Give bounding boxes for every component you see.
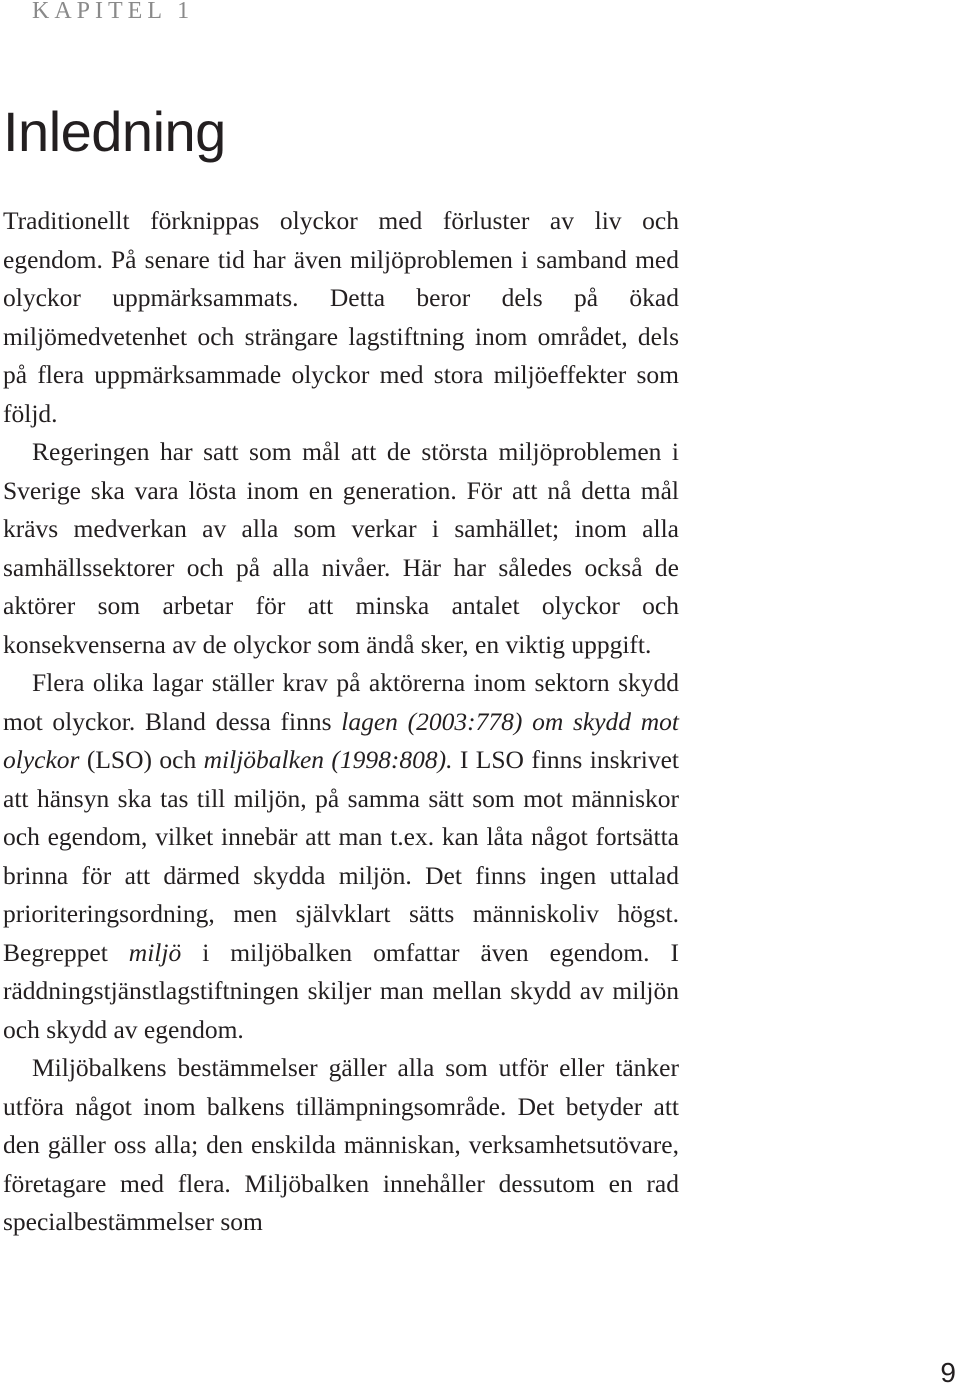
paragraph-text: i miljöbalken omfattar även egendom. I räddningstjänstlagstiftningen skiljer man mellan skydd av miljön och skydd av egendom. [3,937,679,1044]
paragraph-text: I LSO finns inskrivet att hänsyn ska tas till miljön, på samma sätt som mot människor och egendom, vilket innebär att man t.ex. kan låta något fortsätta brinna för att därmed skydda miljön. Det finns ingen uttalad prioriteringsordning, men självklart sätts människoliv högst. Begreppet [3,745,679,967]
body-text [3,202,679,1242]
paragraph-text: Flera olika lagar ställer krav på aktörerna inom sektorn skydd mot olyckor. Bland dessa finns [3,668,679,736]
paragraph [3,664,679,1049]
paragraph: Regeringen har satt som mål att de största miljöproblemen i Sverige ska vara lösta inom en generation. För att nå detta mål krävs medverkan av alla som verkar i samhället; inom alla samhällssektorer och på alla nivåer. Här har således också de aktörer som arbetar för att minska antalet olyckor och konsekvenserna av de olyckor som ändå sker, en viktig uppgift. [3,437,679,659]
chapter-label: KAPITEL 1 [32,0,195,24]
paragraph: Miljöbalkens bestämmelser gäller alla som utför eller tänker utföra något inom balkens tillämpningsområde. Det betyder att den gäller oss alla; den enskilda människan, verksamhetsutövare, företagare med flera. Miljöbalken innehåller dessutom en rad specialbestämmelser som [3,1053,679,1236]
paragraph-text: (LSO) och [79,745,204,774]
law-reference-lso: lagen (2003:778) om skydd mot olyckor [3,706,679,774]
term-miljo: miljö [128,937,182,967]
paragraph: Traditionellt förknippas olyckor med förluster av liv och egendom. På senare tid har även miljöproblemen i samband med olyckor uppmärksammats. Detta beror dels på ökad miljömedvetenhet och strängare lagstiftning inom området, dels på flera uppmärksammade olyckor med stora miljöeffekter som följd. [3,206,679,428]
chapter-title: Inledning [3,100,226,163]
law-reference-miljobalken: miljöbalken (1998:808). [203,745,453,774]
page-number: 9 [940,1357,956,1388]
